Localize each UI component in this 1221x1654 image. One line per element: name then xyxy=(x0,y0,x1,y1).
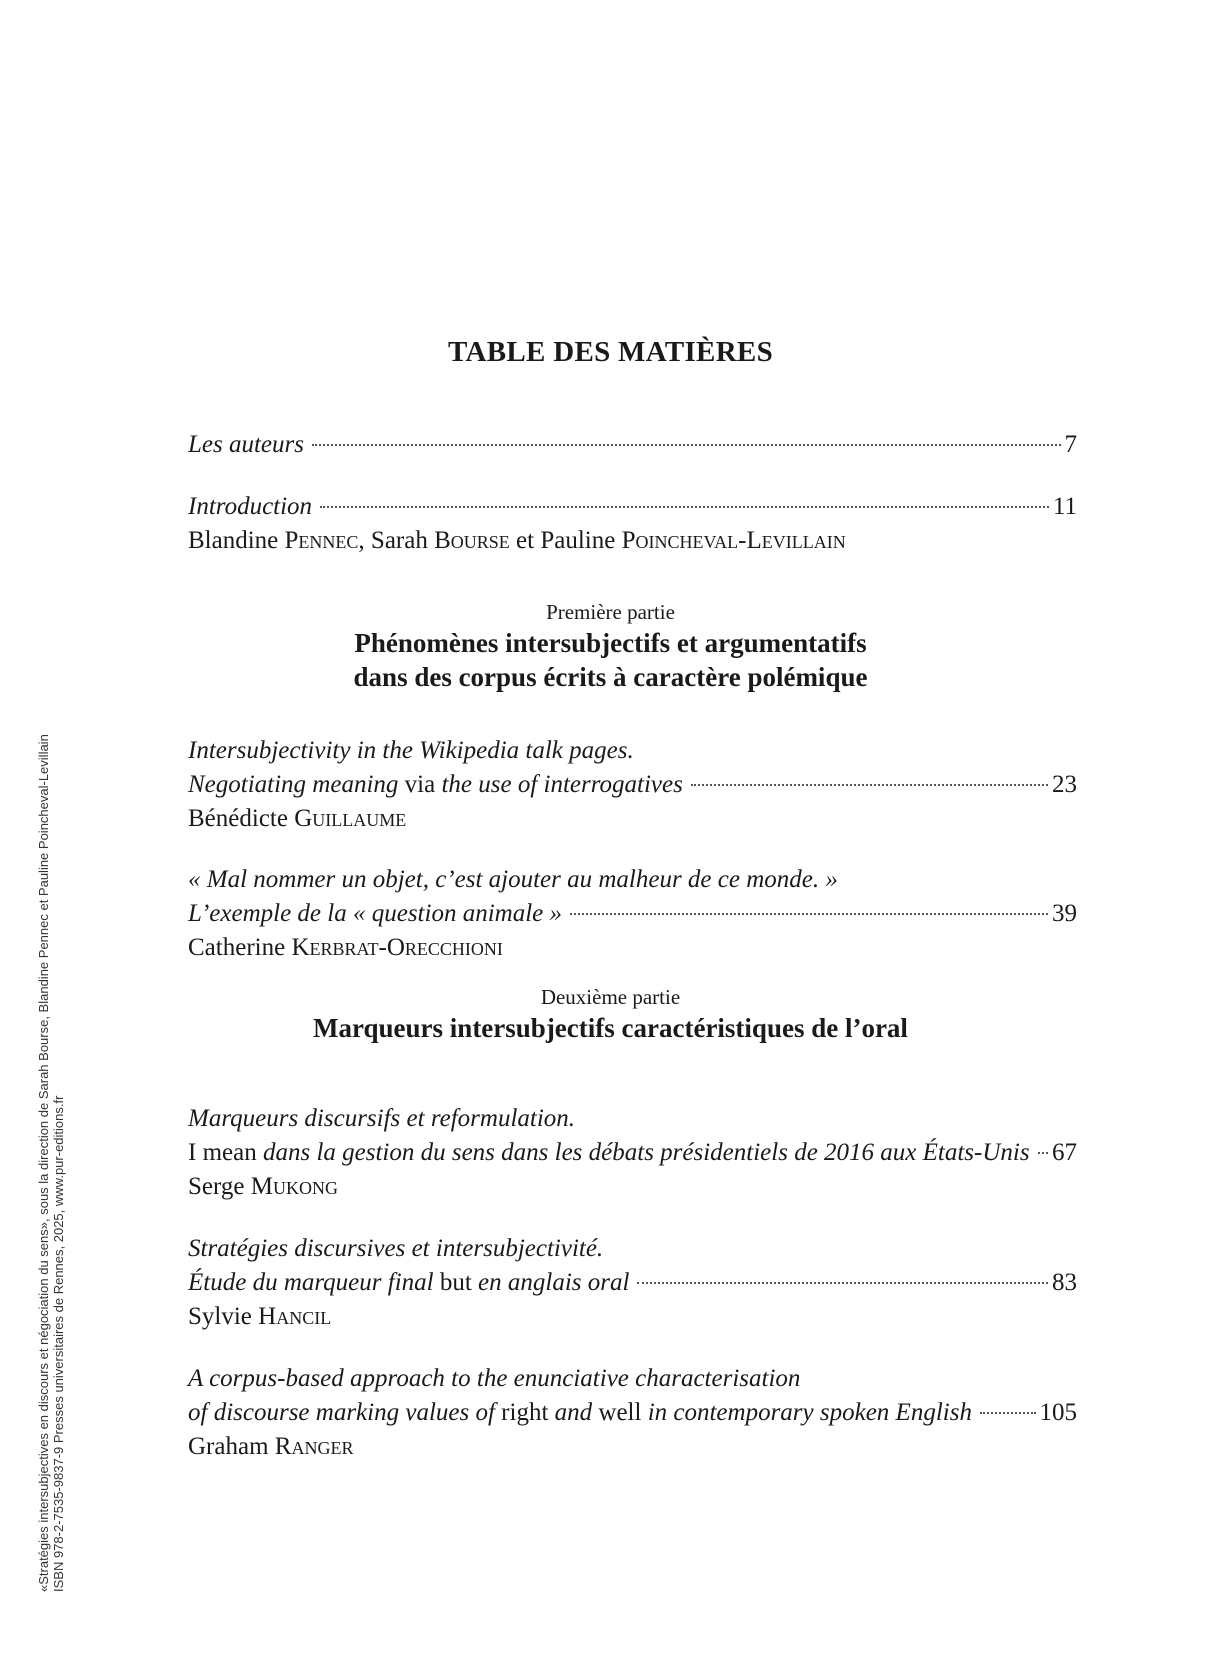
entry-title: A corpus-based approach to the enunciative characterisation xyxy=(188,1365,801,1392)
entry-authors: Blandine Pennec, Sarah Bourse et Pauline Poincheval-Levillain xyxy=(188,527,846,554)
part-heading-1 xyxy=(0,598,1221,694)
entry-title: Les auteurs xyxy=(188,431,304,458)
entry-title: Stratégies discursives et intersubjectivité. xyxy=(188,1235,604,1262)
entry-authors: Catherine Kerbrat-Orecchioni xyxy=(188,934,503,961)
entry-authors: Serge Mukong xyxy=(188,1173,338,1200)
toc-entry-auteurs[interactable] xyxy=(188,428,1077,462)
part-heading-2 xyxy=(0,983,1221,1045)
entry-title: Intersubjectivity in the Wikipedia talk pages. xyxy=(188,737,634,764)
side-copyright-notice: «Stratégies intersubjectives en discours et négociation du sens», sous la direction de Sarah Bourse, Blandine Pennec et Pauline Poincheval-Levillain ISBN 978-2-7535-9837-9 Presses universitaires de Rennes, 2025, www.pur-editions.fr xyxy=(36,734,66,1592)
entry-title: « Mal nommer un objet, c’est ajouter au malheur de ce monde. » xyxy=(188,866,838,893)
toc-entry-mukong[interactable]: Marqueurs discursifs et reformulation. I mean dans la gestion du sens dans les débats présidentiels de 2016 aux États-Unis 67 Serge Mukong xyxy=(188,1102,1077,1204)
entry-title: Introduction xyxy=(188,493,313,520)
toc-entry-guillaume[interactable]: Intersubjectivity in the Wikipedia talk pages. Negotiating meaning via the use of interrogatives 23 Bénédicte Guillaume xyxy=(188,734,1077,836)
dot-leader xyxy=(312,444,1061,446)
part-label: Deuxième partie xyxy=(540,985,681,1009)
page-number: 67 xyxy=(1052,1139,1077,1166)
dot-leader xyxy=(980,1412,1036,1414)
page-number: 11 xyxy=(1052,493,1077,520)
page-title: TABLE DES MATIÈRES xyxy=(447,336,774,368)
dot-leader xyxy=(691,784,1048,786)
part-title: Marqueurs intersubjectifs caractéristiques de l’oral xyxy=(313,1013,908,1043)
entry-authors: Sylvie Hancil xyxy=(188,1303,332,1330)
toc-entry-hancil[interactable]: Stratégies discursives et intersubjectivité. Étude du marqueur final but en anglais oral 83 Sylvie Hancil xyxy=(188,1232,1077,1334)
page-number: 23 xyxy=(1052,771,1077,798)
toc-entry-introduction[interactable] xyxy=(188,490,1077,558)
page-number: 83 xyxy=(1052,1269,1077,1296)
part-title: Phénomènes intersubjectifs et argumentatifs xyxy=(354,628,867,658)
page-number: 39 xyxy=(1052,900,1077,927)
part-label: Première partie xyxy=(546,600,675,624)
page-number: 105 xyxy=(1039,1399,1077,1426)
toc-entry-kerbrat[interactable]: « Mal nommer un objet, c’est ajouter au malheur de ce monde. » L’exemple de la « question animale » 39 Catherine Kerbrat-Orecchioni xyxy=(188,863,1077,965)
page-number: 7 xyxy=(1064,431,1077,458)
toc-entry-ranger[interactable]: A corpus-based approach to the enunciative characterisation of discourse marking values of right and well in contemporary spoken English 105 Graham Ranger xyxy=(188,1362,1077,1464)
dot-leader xyxy=(1038,1152,1048,1154)
dot-leader xyxy=(570,913,1048,915)
entry-authors: Graham Ranger xyxy=(188,1433,354,1460)
part-title: dans des corpus écrits à caractère polémique xyxy=(353,662,868,692)
entry-title: Marqueurs discursifs et reformulation. xyxy=(188,1105,576,1132)
dot-leader xyxy=(320,506,1049,508)
entry-authors: Bénédicte Guillaume xyxy=(188,805,407,832)
dot-leader xyxy=(637,1282,1048,1284)
